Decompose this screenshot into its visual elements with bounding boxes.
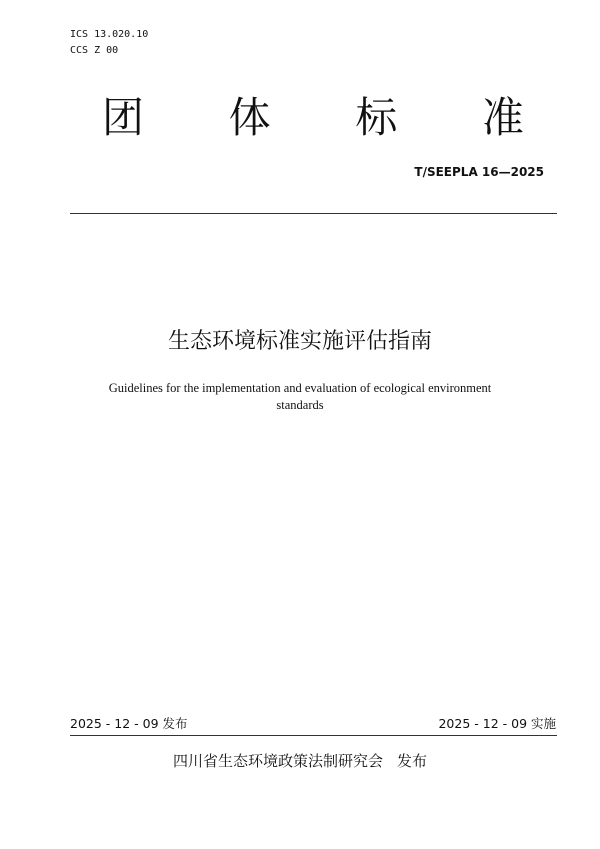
ccs-code: Z 00	[94, 45, 119, 56]
publisher-line	[0, 751, 600, 771]
implement-date: 2025 - 12 - 09 实施	[438, 716, 556, 731]
title-char: 标	[355, 93, 398, 142]
ccs-label: CCS	[70, 45, 89, 56]
ics-code-line	[70, 29, 148, 41]
title-char: 准	[481, 93, 524, 142]
document-title-en: Guidelines for the implementation and evaluation of ecological environment standards	[108, 381, 492, 412]
publisher-name: 四川省生态环境政策法制研究会	[172, 752, 383, 770]
title-char: 体	[228, 93, 271, 142]
title-char: 团	[102, 93, 145, 142]
document-type-title	[70, 92, 556, 144]
ics-code: 13.020.10	[94, 29, 149, 40]
ccs-code-line	[70, 45, 118, 57]
publish-date: 2025 - 12 - 09 发布	[70, 716, 188, 731]
footer-divider	[70, 735, 557, 736]
standard-number: T/SEEPLA 16—2025	[414, 165, 544, 179]
header-divider	[70, 213, 557, 214]
publisher-suffix: 发布	[397, 752, 428, 770]
document-title-cn: 生态环境标准实施评估指南	[167, 329, 432, 354]
ics-label: ICS	[70, 29, 89, 40]
